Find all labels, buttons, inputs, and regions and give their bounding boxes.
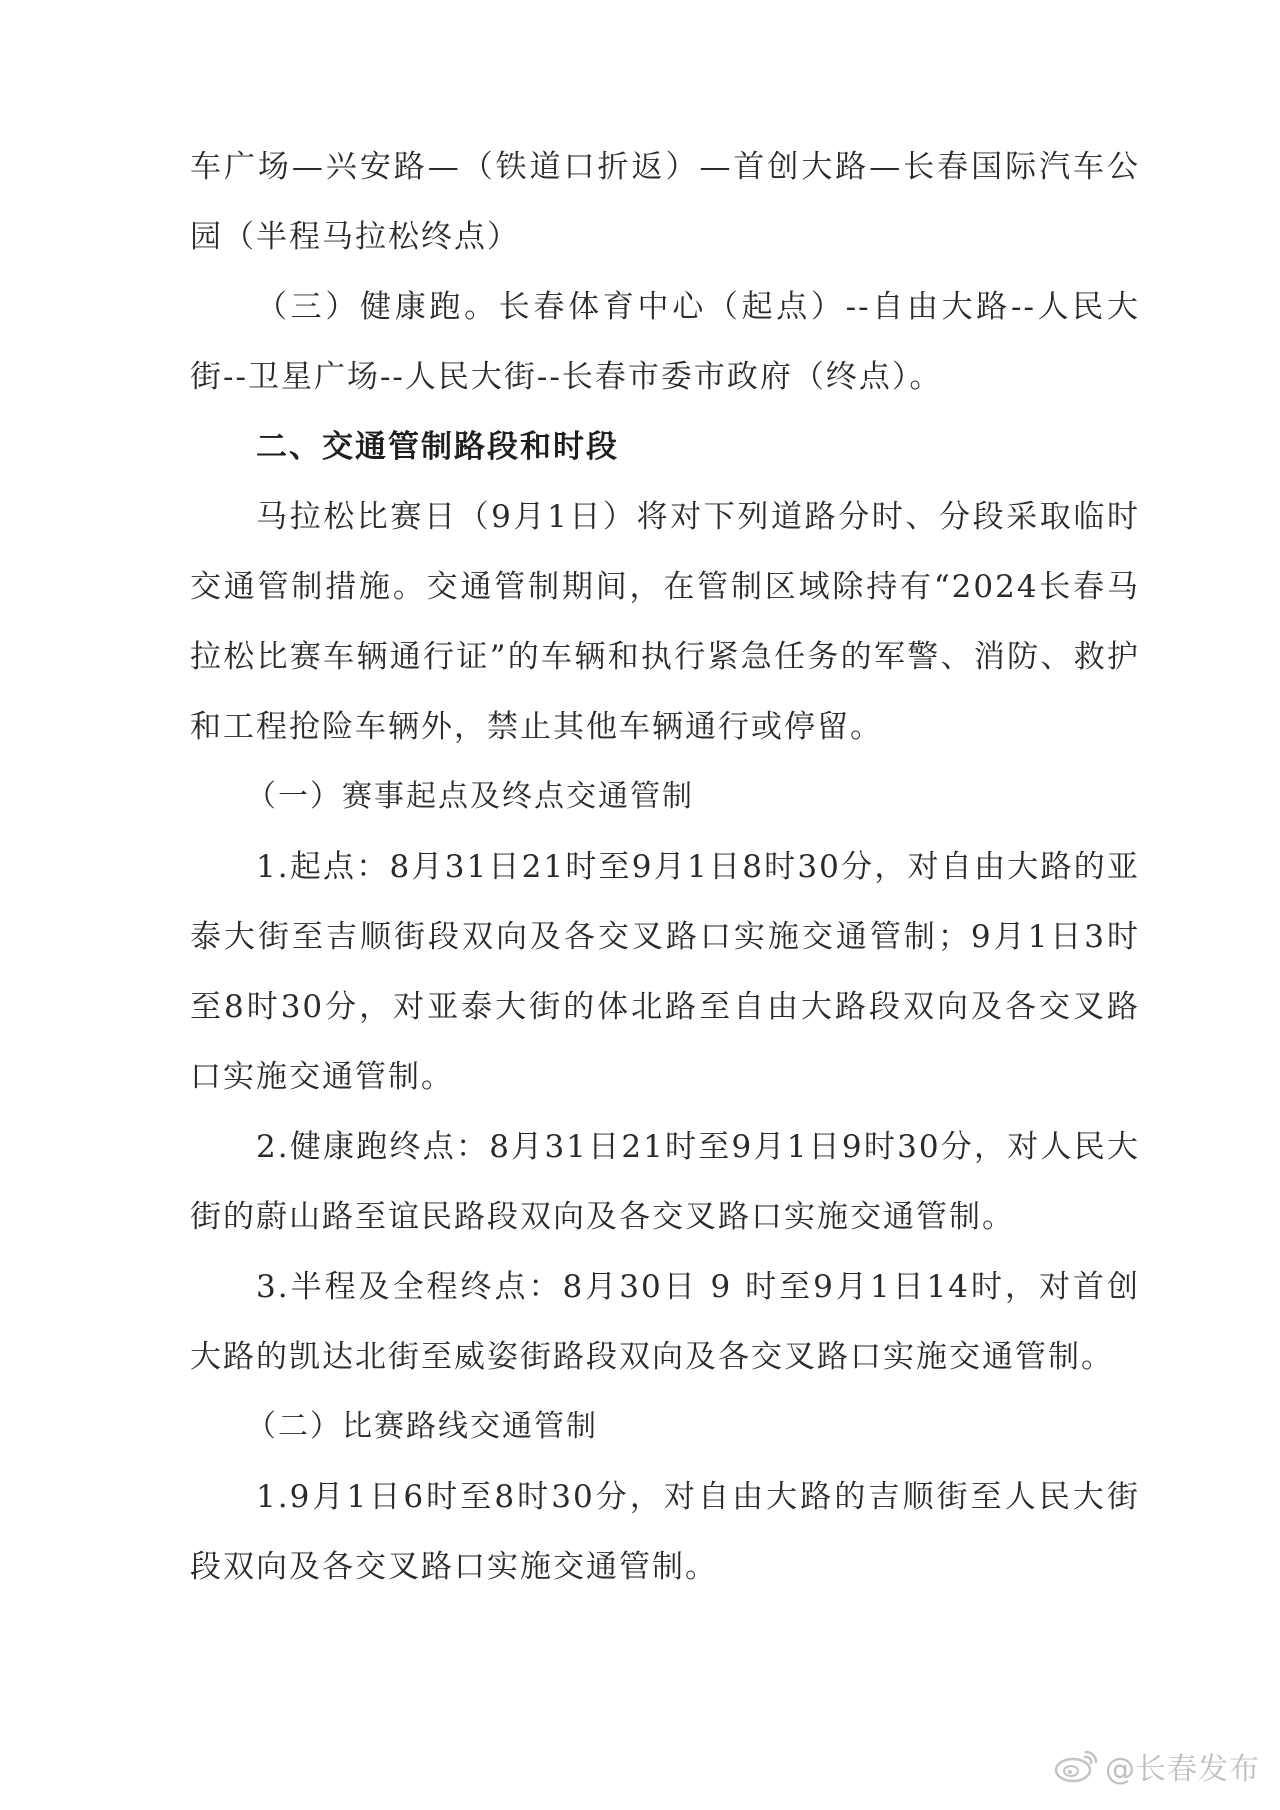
subheading-race-route-control: （二）比赛路线交通管制 bbox=[246, 1409, 598, 1444]
watermark-text: @长春发布 bbox=[1105, 1752, 1260, 1787]
paragraph-start-control: 1.起点：8月31日21时至9月1日8时30分，对自由大路的亚泰大街至吉顺街段双向及各交叉路口实施交通管制；9月1日3时至8时30分，对亚泰大街的体北路至自由大路段双向及各交叉路口实施交通管制。 bbox=[190, 849, 1140, 1095]
paragraph-health-run-route: （三）健康跑。长春体育中心（起点）--自由大路--人民大街--卫星广场--人民大街--长春市委市政府（终点）。 bbox=[190, 289, 1140, 395]
paragraph-route-control-1: 1.9月1日6时至8时30分，对自由大路的吉顺街至人民大街段双向及各交叉路口实施交通管制。 bbox=[190, 1479, 1140, 1585]
paragraph-half-full-finish-control: 3.半程及全程终点：8月30日 9 时至9月1日14时，对首创大路的凯达北街至威姿街路段双向及各交叉路口实施交通管制。 bbox=[190, 1269, 1140, 1375]
paragraph-traffic-control-intro: 马拉松比赛日（9月1日）将对下列道路分时、分段采取临时交通管制措施。交通管制期间，在管制区域除持有“2024长春马拉松比赛车辆通行证”的车辆和执行紧急任务的军警、消防、救护和工程抢险车辆外，禁止其他车辆通行或停留。 bbox=[190, 499, 1140, 745]
subheading-start-finish-control: （一）赛事起点及终点交通管制 bbox=[246, 779, 694, 814]
paragraph-health-run-finish-control: 2.健康跑终点：8月31日21时至9月1日9时30分，对人民大街的蔚山路至谊民路段双向及各交叉路口实施交通管制。 bbox=[190, 1129, 1140, 1235]
weibo-icon bbox=[1053, 1748, 1099, 1784]
section-heading-traffic-control: 二、交通管制路段和时段 bbox=[256, 429, 619, 465]
document-body bbox=[190, 132, 1140, 1602]
weibo-watermark bbox=[1053, 1744, 1260, 1788]
paragraph-route-continuation: 车广场—兴安路—（铁道口折返）—首创大路—长春国际汽车公园（半程马拉松终点） bbox=[190, 149, 1140, 255]
